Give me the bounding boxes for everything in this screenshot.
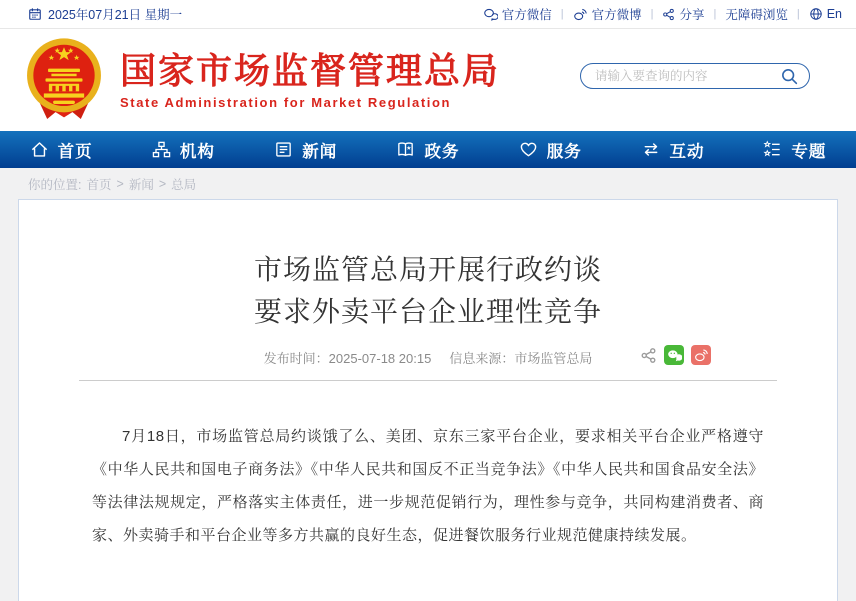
nav-label: 首页 — [57, 142, 93, 161]
nav-label: 专题 — [791, 142, 827, 161]
calendar-icon — [28, 7, 42, 21]
gov-book-icon — [396, 140, 415, 159]
interact-arrows-icon — [641, 140, 661, 159]
nav-label: 机构 — [179, 142, 215, 161]
official-wechat-label: 官方微信 — [501, 8, 552, 22]
date-text: 2025年07月21日 星期一 — [48, 8, 183, 22]
nav-item-services[interactable] — [489, 131, 611, 168]
share-weibo-button[interactable] — [691, 345, 711, 365]
site-title-english: State Administration for Market Regulation — [120, 94, 452, 110]
nav-label: 服务 — [546, 142, 582, 161]
nav-label: 互动 — [669, 142, 705, 161]
nav-item-special-topics[interactable] — [734, 131, 856, 168]
globe-icon — [809, 7, 823, 21]
nav-label: 新闻 — [302, 142, 338, 161]
breadcrumb — [0, 168, 856, 199]
topics-star-list-icon — [763, 140, 782, 159]
search-input[interactable] — [595, 69, 780, 83]
separator: | — [796, 8, 800, 20]
current-date — [28, 5, 182, 23]
nav-item-government-affairs[interactable] — [367, 131, 489, 168]
site-header — [0, 29, 856, 131]
weibo-icon — [573, 8, 588, 21]
top-links — [483, 5, 842, 23]
breadcrumb-bureau[interactable]: 总局 — [171, 177, 197, 192]
english-label: En — [826, 7, 842, 21]
news-icon — [274, 140, 293, 159]
nav-label: 政务 — [424, 142, 460, 161]
site-search — [580, 63, 810, 89]
share-wechat-button[interactable] — [664, 345, 684, 365]
home-icon — [30, 140, 49, 159]
accessibility-link[interactable] — [725, 5, 788, 23]
breadcrumb-separator: > — [116, 176, 124, 191]
site-title-chinese: 国家市场监督管理总局 — [120, 50, 501, 92]
article-card — [18, 199, 838, 601]
publish-time-label: 发布时间： — [263, 351, 329, 366]
official-wechat-link[interactable] — [483, 5, 552, 23]
breadcrumb-separator: > — [158, 176, 167, 191]
separator: | — [650, 8, 654, 20]
breadcrumb-news[interactable]: 新闻 — [128, 177, 154, 192]
top-utility-bar — [0, 0, 856, 29]
article-title — [19, 249, 837, 333]
article-share-buttons — [640, 345, 711, 365]
nav-item-news[interactable] — [245, 131, 367, 168]
official-weibo-link[interactable] — [573, 5, 642, 23]
accessibility-label: 无障碍浏览 — [725, 8, 788, 22]
sitemap-icon — [152, 140, 171, 159]
nav-item-organization[interactable] — [122, 131, 244, 168]
source-label: 信息来源： — [449, 351, 515, 366]
nav-item-home[interactable] — [0, 131, 122, 168]
separator: | — [560, 8, 564, 20]
english-link[interactable] — [809, 7, 842, 21]
share-label: 分享 — [679, 8, 705, 22]
article-meta — [19, 348, 837, 367]
site-brand[interactable] — [120, 50, 500, 109]
heart-icon — [519, 140, 538, 159]
nav-item-interaction[interactable] — [611, 131, 733, 168]
official-weibo-label: 官方微博 — [591, 8, 642, 22]
breadcrumb-home[interactable]: 首页 — [86, 177, 112, 192]
article-title-line2: 要求外卖平台企业理性竞争 — [253, 296, 602, 327]
publish-time-value: 2025-07-18 20:15 — [328, 351, 432, 366]
search-button[interactable] — [780, 67, 799, 86]
share-nodes-button[interactable] — [640, 347, 657, 364]
national-emblem-icon — [22, 35, 106, 125]
article-body: 7月18日，市场监管总局约谈饿了么、美团、京东三家平台企业，要求相关平台企业严格遵守《中华人民共和国电子商务法》《中华人民共和国反不正当竞争法》《中华人民共和国食品安全法》等法律法规规定，严格落实主体责任，进一步规范促销行为，理性参与竞争，共同构建消费者、商家、外卖骑手和平台企业等多方共赢的良好生态，促进餐饮服务行业规范健康持续发展。 — [92, 428, 764, 544]
share-icon — [662, 8, 675, 21]
share-link[interactable] — [662, 5, 704, 23]
wechat-icon — [483, 8, 498, 21]
breadcrumb-prefix: 你的位置: — [28, 177, 82, 192]
source-value: 市场监管总局 — [514, 351, 593, 366]
separator: | — [713, 8, 717, 20]
main-navigation — [0, 131, 856, 168]
article-title-line1: 市场监管总局开展行政约谈 — [253, 254, 602, 285]
